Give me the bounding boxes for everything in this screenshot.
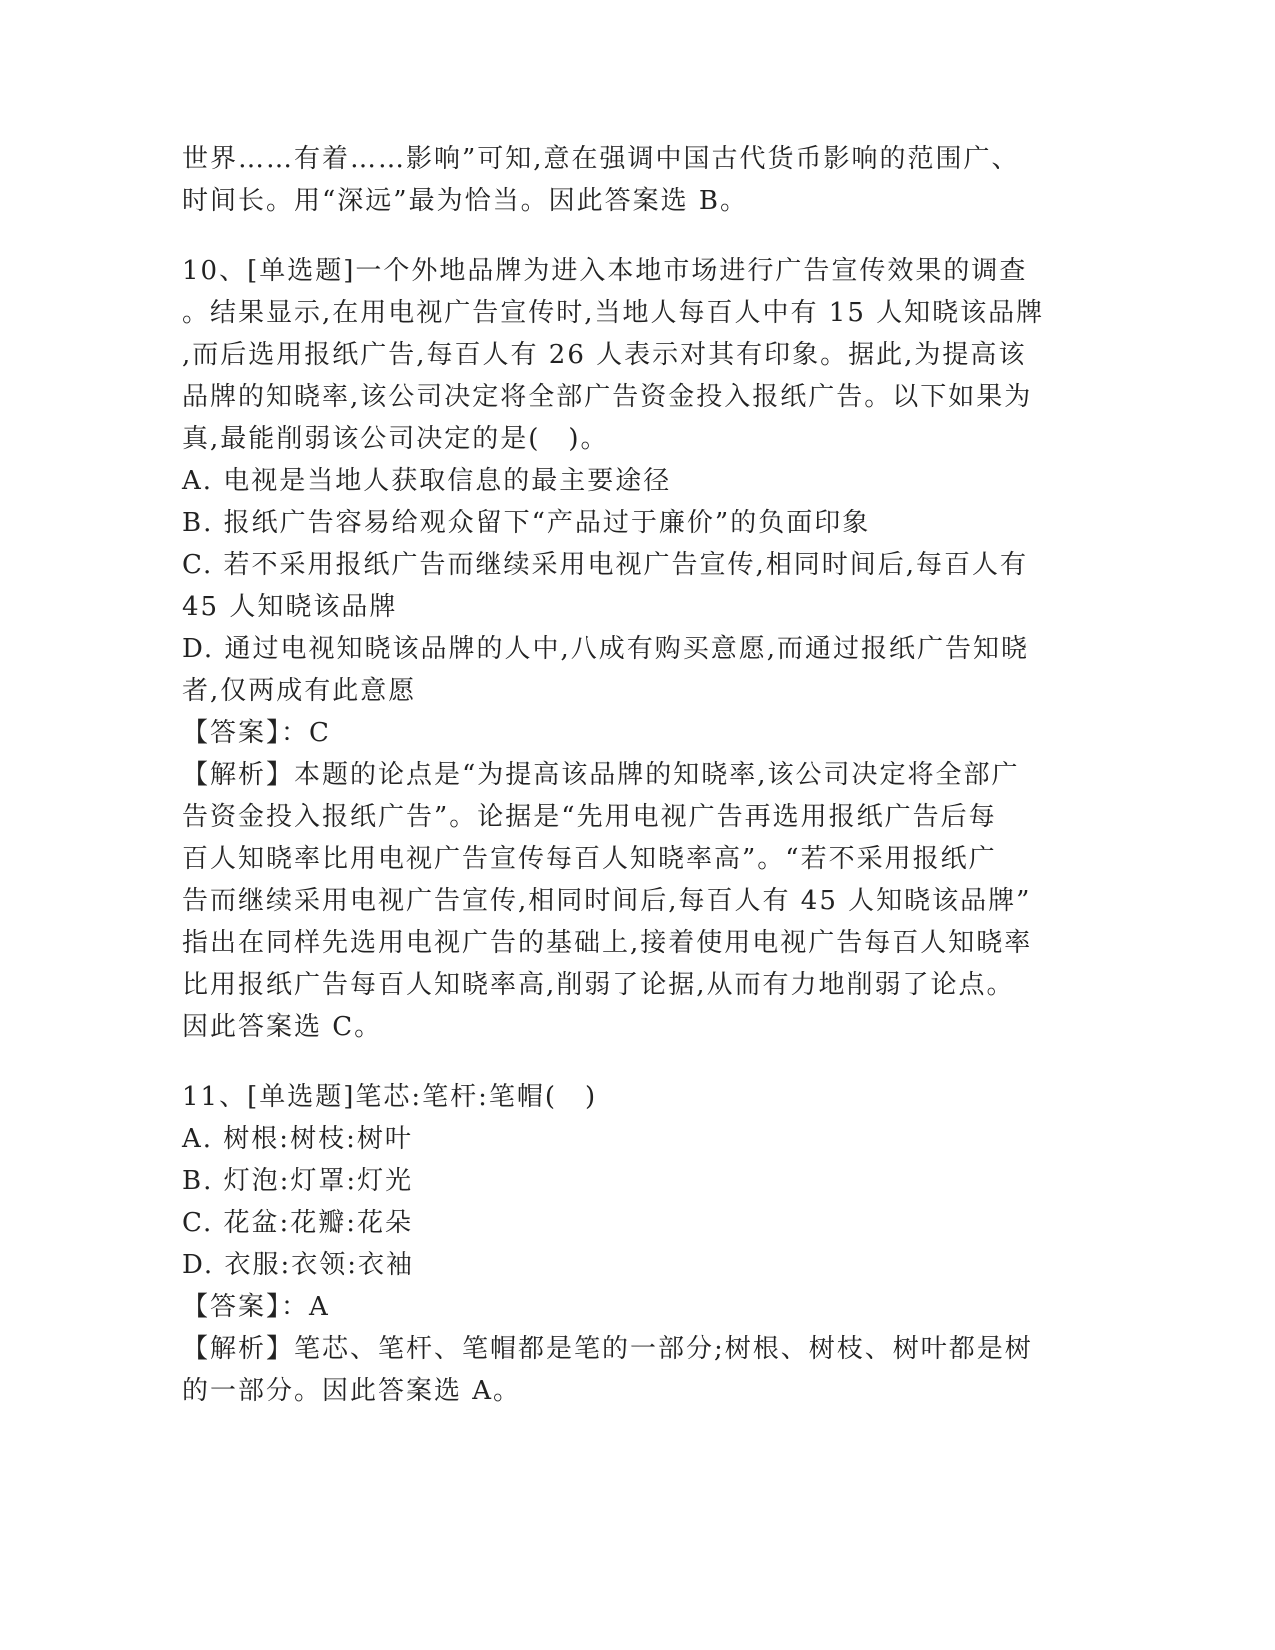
stem-line: 。结果显示,在用电视广告宣传时,当地人每百人中有 15 人知晓该品牌	[182, 298, 1045, 328]
explanation	[182, 1328, 1082, 1412]
answer: 【答案】：A	[182, 1292, 330, 1322]
option-b: B. 灯泡:灯罩:灯光	[182, 1166, 414, 1196]
explanation-line: 告资金投入报纸广告”。论据是“先用电视广告再选用报纸广告后每	[182, 802, 997, 832]
explanation-line: 指出在同样先选用电视广告的基础上,接着使用电视广告每百人知晓率	[182, 928, 1033, 958]
option-a: A. 电视是当地人获取信息的最主要途径	[182, 466, 672, 496]
section-gap	[182, 222, 1082, 250]
question-10	[182, 250, 1082, 1048]
previous-explanation	[182, 138, 1082, 222]
option-d: D. 通过电视知晓该品牌的人中,八成有购买意愿,而通过报纸广告知晓	[182, 634, 1029, 664]
explanation-line: 百人知晓率比用电视广告宣传每百人知晓率高”。“若不采用报纸广	[182, 844, 997, 874]
question-stem: 11、[单选题]笔芯:笔杆:笔帽( )	[182, 1082, 598, 1112]
question-stem	[182, 250, 1082, 460]
stem-line: 品牌的知晓率,该公司决定将全部广告资金投入报纸广告。以下如果为	[182, 382, 1033, 412]
explanation-line: 因此答案选 C。	[182, 1012, 383, 1042]
question-11	[182, 1076, 1082, 1412]
explanation-line: 告而继续采用电视广告宣传,相同时间后,每百人有 45 人知晓该品牌”	[182, 886, 1032, 916]
option-b: B. 报纸广告容易给观众留下“产品过于廉价”的负面印象	[182, 508, 871, 538]
text-line: 世界……有着……影响”可知,意在强调中国古代货币影响的范围广、	[182, 144, 1020, 174]
stem-line: 真,最能削弱该公司决定的是( )。	[182, 424, 609, 454]
option-c: C. 若不采用报纸广告而继续采用电视广告宣传,相同时间后,每百人有	[182, 550, 1029, 580]
option-c-continued: 45 人知晓该品牌	[182, 592, 398, 622]
section-gap	[182, 1048, 1082, 1076]
answer: 【答案】：C	[182, 718, 331, 748]
option-d: D. 衣服:衣领:衣袖	[182, 1250, 414, 1280]
explanation-line: 比用报纸广告每百人知晓率高,削弱了论据,从而有力地削弱了论点。	[182, 970, 1015, 1000]
explanation-line: 【解析】笔芯、笔杆、笔帽都是笔的一部分;树根、树枝、树叶都是树	[182, 1334, 1033, 1364]
document-page	[182, 138, 1082, 1412]
explanation-line: 【解析】本题的论点是“为提高该品牌的知晓率,该公司决定将全部广	[182, 760, 1020, 790]
stem-line: ,而后选用报纸广告,每百人有 26 人表示对其有印象。据此,为提高该	[182, 340, 1027, 370]
explanation-line: 的一部分。因此答案选 A。	[182, 1376, 522, 1406]
text-line: 时间长。用“深远”最为恰当。因此答案选 B。	[182, 186, 748, 216]
option-a: A. 树根:树枝:树叶	[182, 1124, 413, 1154]
explanation	[182, 754, 1082, 1048]
option-c: C. 花盆:花瓣:花朵	[182, 1208, 414, 1238]
stem-line: 10、[单选题]一个外地品牌为进入本地市场进行广告宣传效果的调查	[182, 256, 1028, 286]
question-options	[182, 1118, 1082, 1286]
question-options	[182, 460, 1082, 712]
option-d-continued: 者,仅两成有此意愿	[182, 676, 417, 706]
